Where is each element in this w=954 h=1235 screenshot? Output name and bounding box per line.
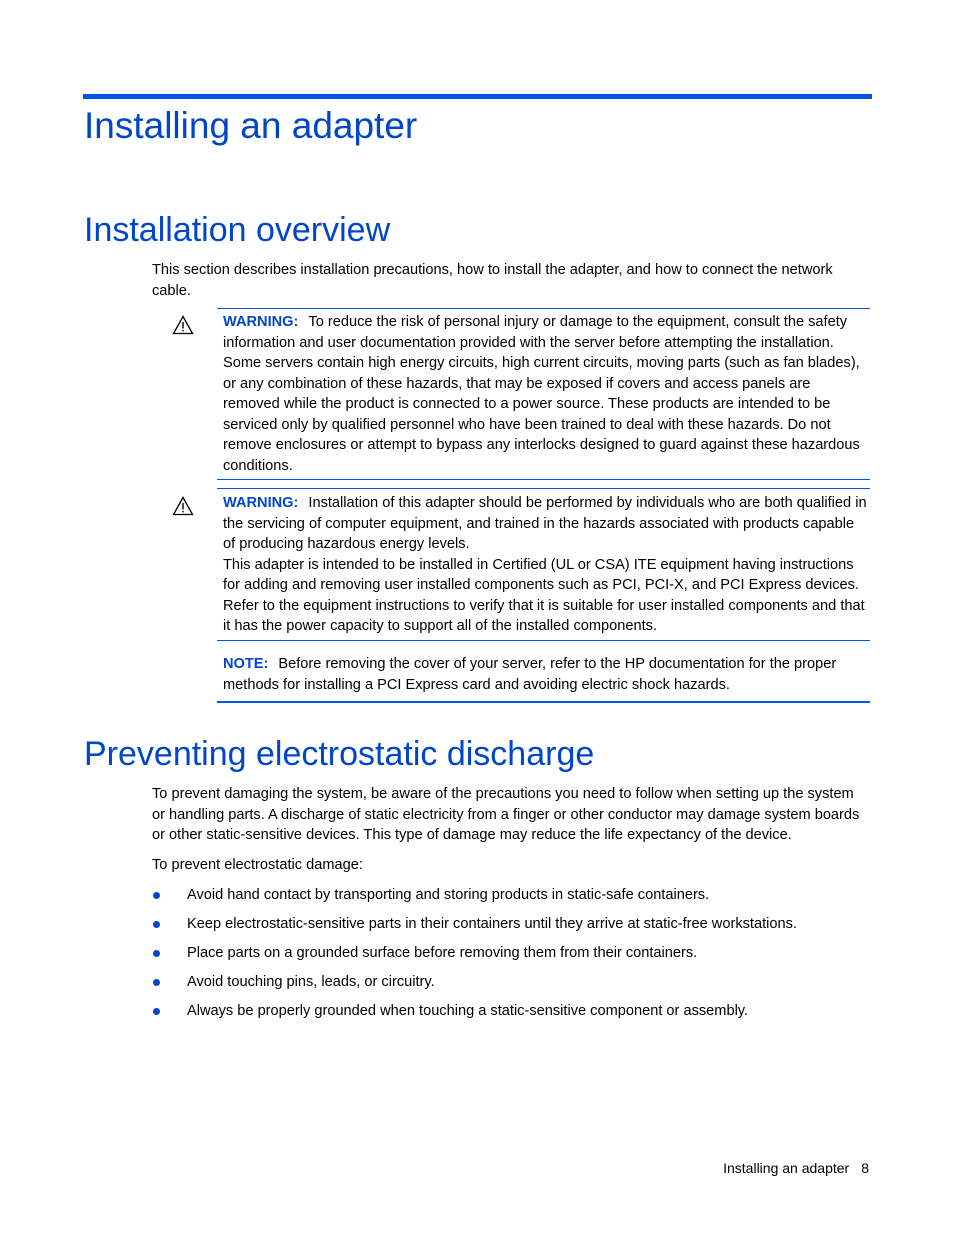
section-heading-installation-overview: Installation overview [84, 211, 391, 249]
list-item-text: Avoid hand contact by transporting and storing products in static-safe containers. [187, 887, 710, 903]
warning1-text: To reduce the risk of personal injury or damage to the equipment, consult the safety information and user documentation provided with the server before attempting the installation. Some servers contain high energy circuits, high current circuits, moving parts (such as fan blades), or any combination of these hazards, that may be exposed if covers and access panels are removed while the product is connected to a power source. These products are intended to be serviced only by qualified personnel who have been trained to deal with these hazards. Do not remove enclosures or attempt to bypass any interlocks designed to guard against these hazardous conditions. [223, 314, 860, 474]
bullet-dot-icon [153, 1008, 160, 1015]
esd-intro: To prevent damaging the system, be aware of the precautions you need to follow when setting up the system or handling parts. A discharge of static electricity from a finger or other conductor may damage system boards or other static-sensitive devices. This type of damage may reduce the life expectancy of the device. [152, 786, 860, 843]
warning2-callout [223, 493, 870, 637]
esd-bullet-list [152, 884, 870, 1029]
page-number: 8 [861, 1160, 869, 1176]
list-item-text: Always be properly grounded when touching a static-sensitive component or assembly. [187, 1003, 749, 1019]
list-item [152, 942, 870, 971]
bullet-dot-icon [153, 979, 160, 986]
list-item-text: Keep electrostatic-sensitive parts in their containers until they arrive at static-free workstations. [187, 916, 797, 932]
list-item-text: Avoid touching pins, leads, or circuitry. [187, 974, 435, 990]
footer-section-title: Installing an adapter [723, 1160, 850, 1176]
warning2-top-rule [217, 488, 870, 489]
chapter-title: Installing an adapter [84, 105, 418, 146]
warning1-top-rule [217, 308, 870, 309]
warning1-paragraph [223, 312, 870, 476]
list-item [152, 971, 870, 1000]
chapter-top-rule [83, 94, 872, 99]
bullet-dot-icon [153, 950, 160, 957]
warning1-callout [223, 312, 870, 476]
list-item-text: Place parts on a grounded surface before removing them from their containers. [187, 945, 698, 961]
page-footer [723, 1158, 869, 1178]
bullet-dot-icon [153, 892, 160, 899]
warning-triangle-icon [172, 315, 194, 335]
bullet-dot-icon [153, 921, 160, 928]
overview-intro: This section describes installation precautions, how to install the adapter, and how to connect the network cable. [152, 262, 833, 299]
warning1-bottom-rule [217, 479, 870, 480]
warning2-paragraph-1 [223, 493, 870, 555]
warning2-label: WARNING: [223, 495, 299, 511]
note-bottom-rule [217, 701, 870, 703]
list-item [152, 913, 870, 942]
warning2-text: Installation of this adapter should be performed by individuals who are both qualified in the servicing of computer equipment, and trained in the hazards associated with products capable of producing hazardous energy levels. [223, 495, 867, 552]
warning2-bottom-rule [217, 640, 870, 641]
note-text: Before removing the cover of your server, refer to the HP documentation for the proper methods for installing a PCI Express card and avoiding electric shock hazards. [223, 656, 837, 693]
section-heading-electrostatic-discharge: Preventing electrostatic discharge [84, 735, 595, 773]
note-callout [223, 654, 870, 695]
note-label: NOTE: [223, 656, 269, 672]
warning1-label: WARNING: [223, 314, 299, 330]
warning-triangle-icon [172, 496, 194, 516]
note-paragraph [223, 654, 870, 695]
list-item [152, 1000, 870, 1029]
esd-lead: To prevent electrostatic damage: [152, 857, 363, 873]
list-item [152, 884, 870, 913]
warning2-paragraph-2: This adapter is intended to be installed in Certified (UL or CSA) ITE equipment having instructions for adding and removing user installed components such as PCI, PCI-X, and PCI Express devices. Refer to the equipment instructions to verify that it is suitable for user installed components and that it has the power capacity to support all of the installed components. [223, 556, 865, 634]
